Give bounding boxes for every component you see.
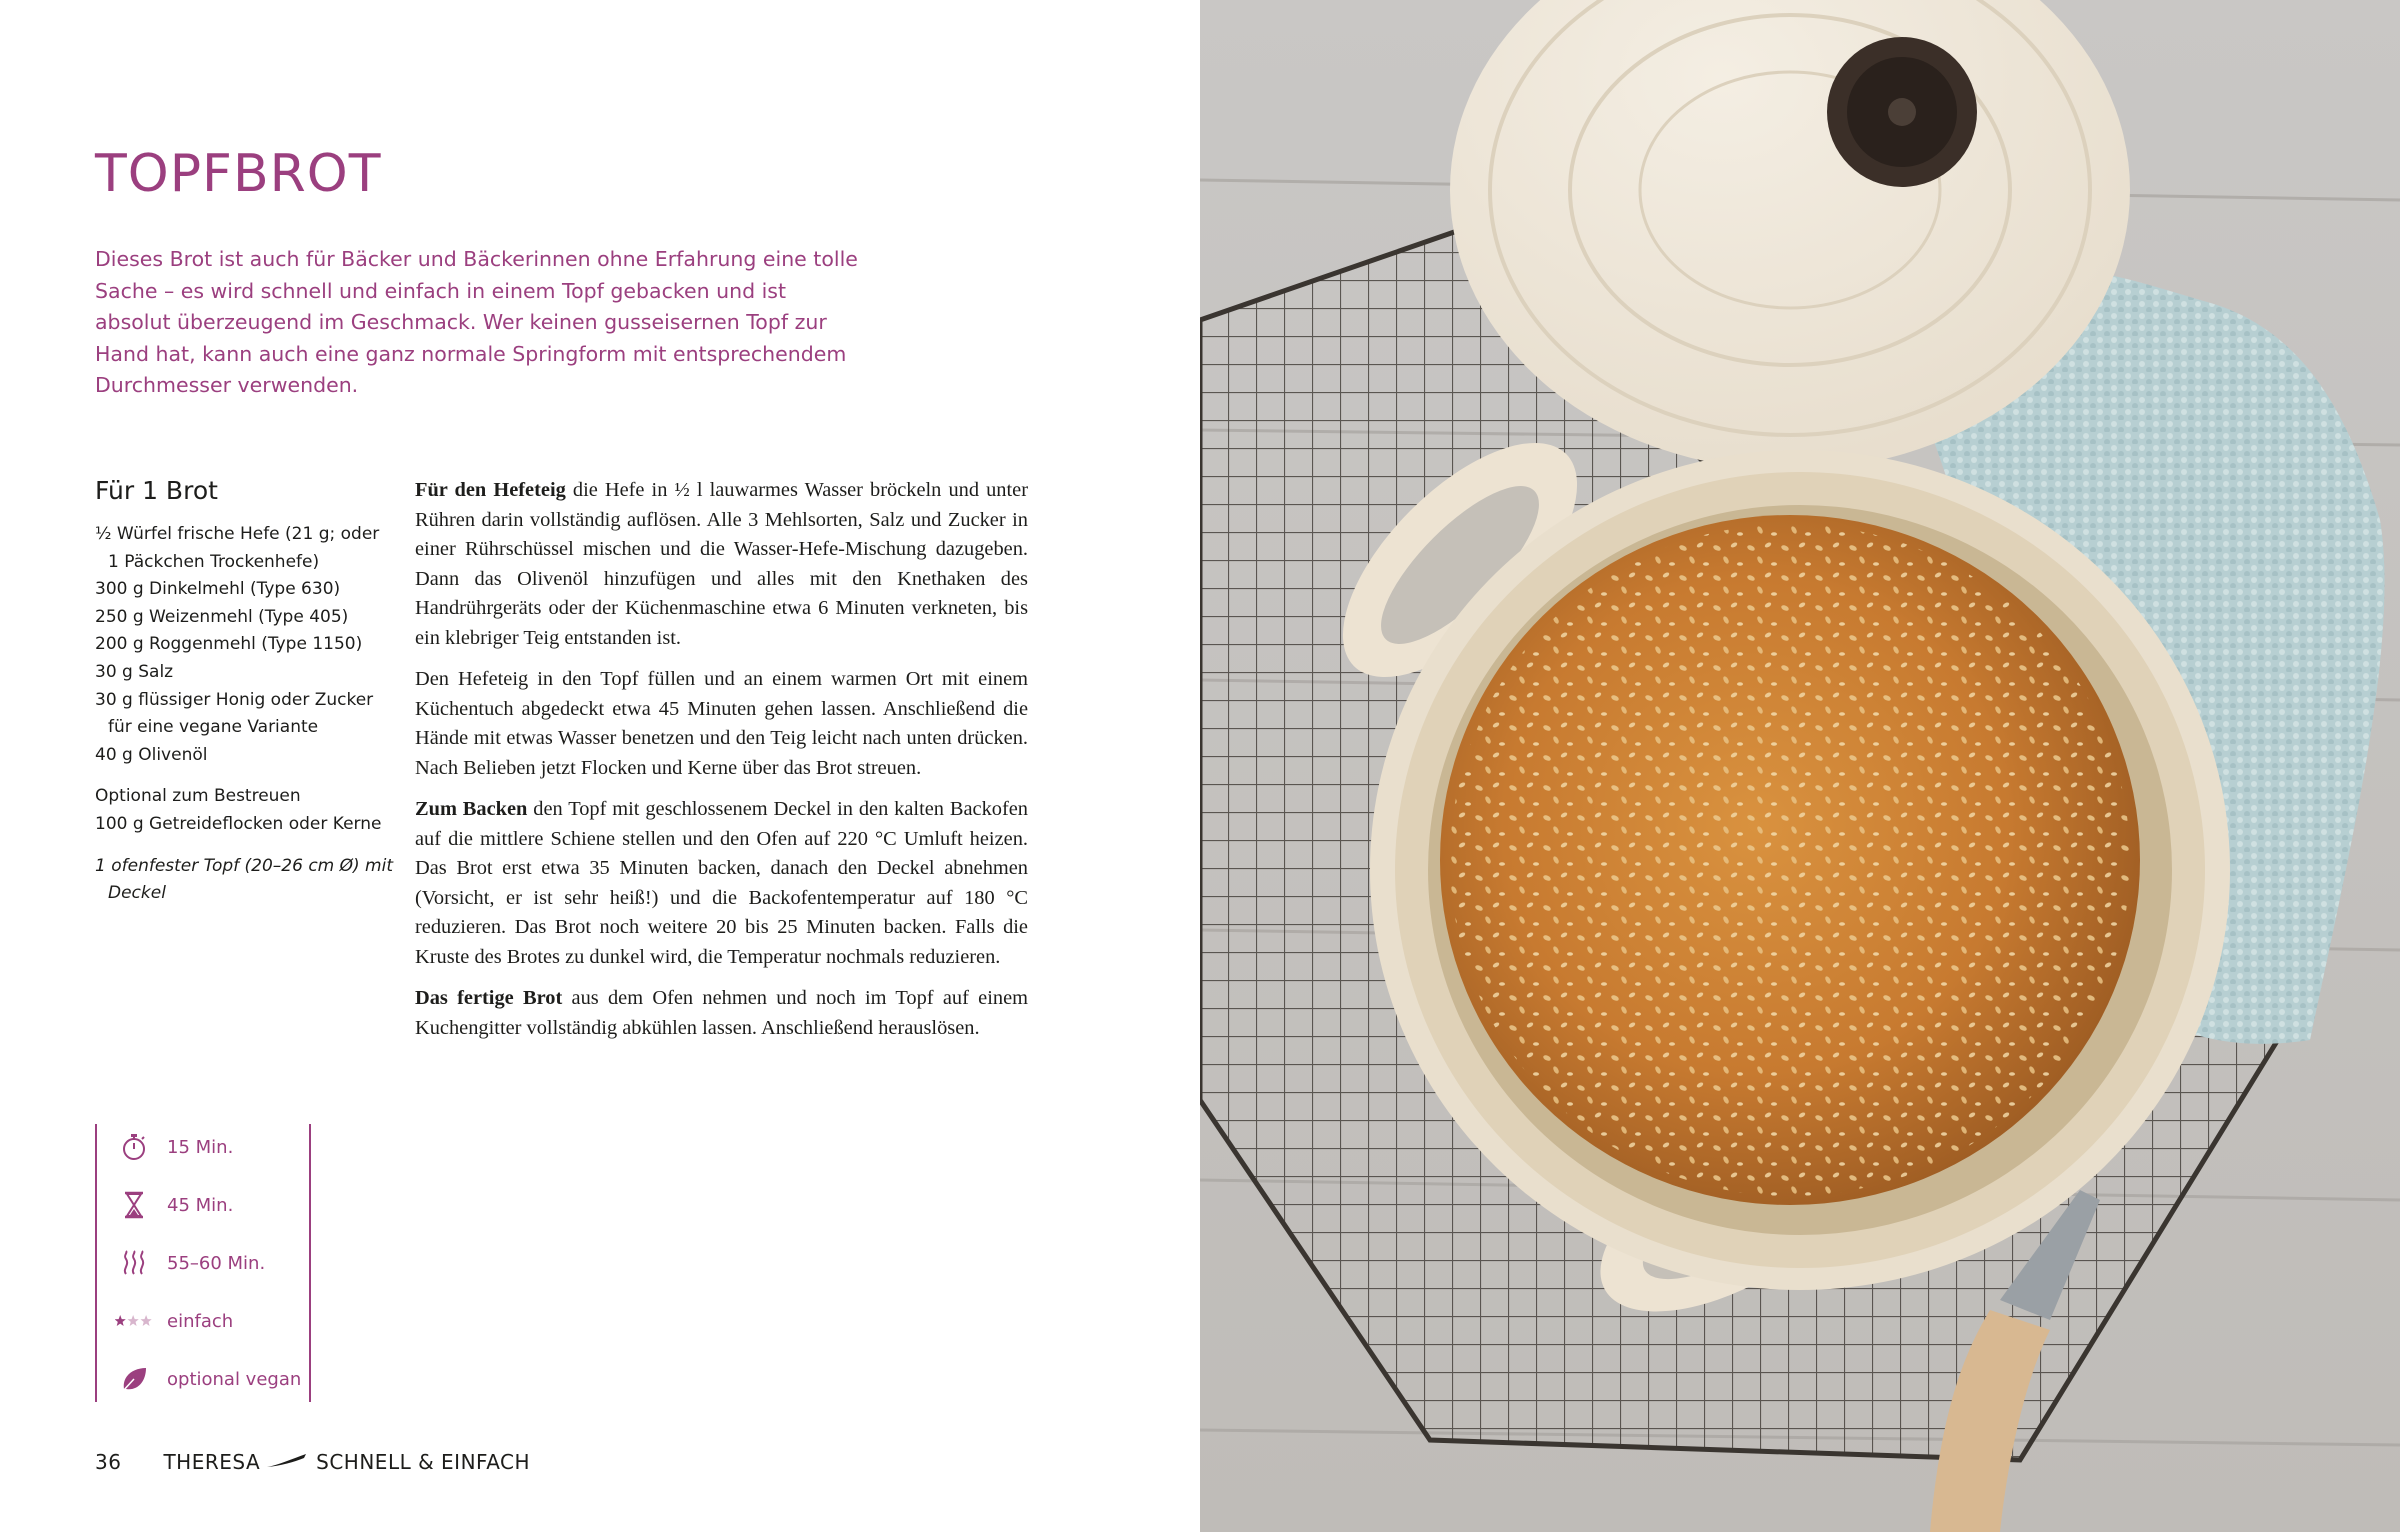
vegan-option xyxy=(97,1364,309,1394)
bake-time-value: 55–60 Min. xyxy=(167,1252,266,1274)
intro-line: Dieses Brot ist auch für Bäcker und Bäckerinnen ohne Erfahrung eine tolle xyxy=(95,247,858,271)
ingredient-item: 250 g Weizenmehl (Type 405) xyxy=(95,606,349,627)
difficulty xyxy=(97,1306,309,1336)
method-lead: Für den Hefeteig xyxy=(415,479,566,501)
ingredients-heading: Für 1 Brot xyxy=(95,476,218,505)
method-paragraph xyxy=(415,984,1028,1043)
page-number: 36 xyxy=(95,1450,122,1474)
intro-line: Sache – es wird schnell und einfach in einem Topf gebacken und ist xyxy=(95,278,787,303)
intro-line: absolut überzeugend im Geschmack. Wer keinen gusseisernen Topf zur xyxy=(95,310,827,334)
star-rating-icon xyxy=(115,1313,153,1329)
ingredients-column xyxy=(95,476,395,908)
method-body: die Hefe in ½ l lauwarmes Wasser bröckeln und unter Rühren darin vollständig auflösen. Alle 3 Mehlsorten, Salz und Zucker in einer Rührschüssel mischen und die Wasser-Hefe-Mischung dazugeben. Dann das Olivenöl hinzufügen und alles mit den Knethaken des Handrührgeräts oder der Küchenmaschine etwa 6 Minuten verkneten, bis ein klebriger Teig entstanden ist. xyxy=(415,479,1028,649)
method-lead: Zum Backen xyxy=(415,798,528,820)
method-body: aus dem Ofen nehmen und noch im Topf auf einem Kuchengitter vollständig abkühlen lassen. Anschließend herauslösen. xyxy=(415,987,1028,1039)
leaf-icon xyxy=(115,1365,153,1393)
intro-line: Hand hat, kann auch eine ganz normale Springform mit entsprechendem xyxy=(95,341,847,366)
method-lead: Das fertige Brot xyxy=(415,987,563,1009)
optional-item: 100 g Getreideflocken oder Kerne xyxy=(95,813,382,834)
ingredient-item: ½ Würfel frische Hefe (21 g; oder 1 Päckchen Trockenhefe) xyxy=(95,524,380,572)
difficulty-value: einfach xyxy=(167,1310,234,1332)
steam-icon xyxy=(115,1249,153,1277)
knife-icon xyxy=(266,1450,308,1474)
ingredient-item: 40 g Olivenöl xyxy=(95,744,208,765)
prep-time xyxy=(97,1132,309,1162)
method-body: Den Hefeteig in den Topf füllen und an einem warmen Ort mit einem Küchentuch abgedeckt etwa 45 Minuten gehen lassen. Anschließend die Hände mit etwas Wasser benetzen und den Teig leicht nach unten drücken. Nach Belieben jetzt Flocken und Kerne über das Brot streuen. xyxy=(415,668,1028,779)
method-paragraph xyxy=(415,795,1028,972)
bake-time xyxy=(97,1248,309,1278)
bread-photo xyxy=(1200,0,2400,1532)
baked-bread xyxy=(1440,515,2140,1205)
prep-time-value: 15 Min. xyxy=(167,1136,234,1158)
intro-text xyxy=(95,244,858,402)
method-text xyxy=(415,476,1028,1055)
intro-line: Durchmesser verwenden. xyxy=(95,373,359,397)
ingredient-item: 200 g Roggenmehl (Type 1150) xyxy=(95,634,363,655)
author-name: THERESA xyxy=(163,1450,261,1474)
ingredients-list xyxy=(95,521,395,769)
stopwatch-icon xyxy=(115,1133,153,1161)
ingredient-item: 300 g Dinkelmehl (Type 630) xyxy=(95,579,341,600)
hourglass-icon xyxy=(115,1191,153,1219)
method-body: den Topf mit geschlossenem Deckel in den kalten Backofen auf die mittlere Schiene stellen und den Ofen auf 220 °C Umluft heizen. Das Brot erst etwa 35 Minuten backen, danach den Deckel abnehmen (Vorsicht, er ist sehr heiß!) und die Backofentemperatur auf 180 °C reduzieren. Das Brot noch weitere 20 bis 25 Minuten backen. Falls die Kruste des Brotes zu dunkel wird, die Temperatur nochmals reduzieren. xyxy=(415,798,1028,968)
rest-time xyxy=(97,1190,309,1220)
method-paragraph xyxy=(415,476,1028,653)
recipe-title: TOPFBROT xyxy=(95,144,382,204)
rest-time-value: 45 Min. xyxy=(167,1194,234,1216)
info-box xyxy=(95,1124,311,1402)
method-paragraph xyxy=(415,665,1028,783)
ingredient-item: 30 g flüssiger Honig oder Zucker für eine vegane Variante xyxy=(95,689,374,738)
vegan-value: optional vegan xyxy=(167,1368,302,1390)
ingredient-item: 30 g Salz xyxy=(95,661,174,682)
page-footer xyxy=(95,1450,530,1474)
series-name: SCHNELL & EINFACH xyxy=(316,1450,531,1474)
pot-note: 1 ofenfester Topf (20–26 cm Ø) mit Deckel xyxy=(95,855,393,904)
optional-heading: Optional zum Bestreuen xyxy=(95,786,301,807)
